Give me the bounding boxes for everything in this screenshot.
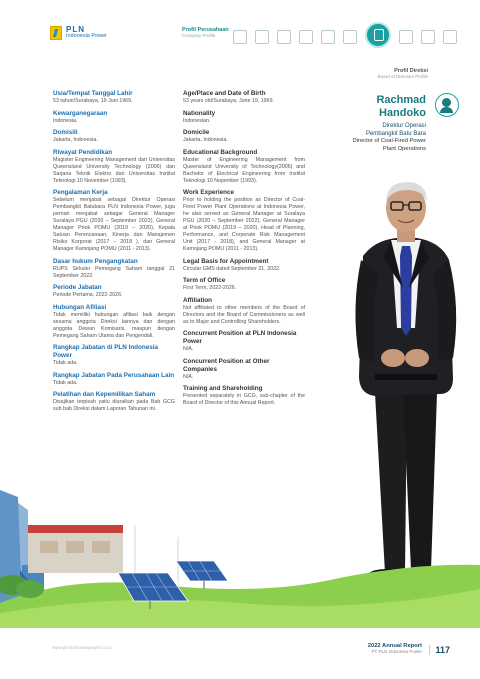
nav-chapter-icon[interactable] <box>343 30 357 44</box>
first-name: Rachmad <box>376 94 426 106</box>
section-title <box>378 68 428 79</box>
nav-chapter-icon[interactable] <box>399 30 413 44</box>
nav-chapter-icon[interactable] <box>321 30 335 44</box>
field-value: 53 tahun/Surabaya, 19 Juni 1969. <box>53 98 133 104</box>
profile-field <box>183 358 305 381</box>
position-en-line-1: Director of Coal-Fired Power <box>352 138 426 144</box>
field-heading: Dasar hukum Pengangkatan <box>53 257 138 265</box>
chapter-nav <box>233 24 457 50</box>
field-heading: Periode Jabatan <box>53 284 102 291</box>
profile-field <box>183 149 305 185</box>
section-title-en: Board of Directors Profile <box>377 74 428 79</box>
field-heading: Kewarganegaraan <box>53 109 108 117</box>
field-heading: Domicile <box>183 129 210 136</box>
nav-title-id: Profil Perusahaan <box>182 27 229 33</box>
field-heading: Legal Basis for Appointment <box>183 257 269 265</box>
field-heading: Pelatihan dan Kepemilikan Saham <box>53 391 156 398</box>
field-value: Tidak memiliki hubungan afiliasi baik dengan sesama anggota Direksi lainnya dan dengan anggota Dewan Komisaris, maupun dengan Pemegang Saham Utama dan Pengendali. <box>53 311 175 339</box>
profile-field <box>53 344 175 367</box>
profile-fields-english <box>183 90 305 412</box>
profile-fields-indonesian <box>53 90 175 418</box>
field-heading: Nationality <box>183 109 216 117</box>
pln-logo-icon <box>50 26 62 40</box>
field-heading: Domisili <box>53 129 78 136</box>
profile-field <box>183 90 305 105</box>
top-header <box>0 0 480 58</box>
profile-field <box>183 258 305 273</box>
position-id <box>316 123 426 138</box>
company-logo[interactable] <box>50 26 107 40</box>
section-title-id: Profil Direksi <box>394 68 428 74</box>
field-value: N/A. <box>183 373 194 380</box>
nav-chapter-icon[interactable] <box>299 30 313 44</box>
field-value: Not affiliated to other members of the Board of Directors and the Board of Commissioners as well as to Major and Controlling Shareholders. <box>183 304 305 325</box>
position-id-line-2: Pembangkit Batu Bara <box>365 130 426 137</box>
field-value: Tidak ada. <box>53 360 78 366</box>
field-value: Indonesia. <box>53 117 78 124</box>
field-value: Disajikan terpisah yaitu diuraikan pada Bab GCG sub bab Direksi dalam Laporan Tahunan ini. <box>53 399 175 412</box>
director-name-block <box>316 94 426 153</box>
field-heading: Affiliation <box>183 296 213 304</box>
profile-field <box>53 284 175 299</box>
field-heading: Work Experience <box>183 189 234 196</box>
field-heading: Rangkap Jabatan di PLN Indonesia Power <box>53 344 158 359</box>
report-title: 2022 Annual Report <box>367 643 422 649</box>
field-value: RUPS Sirkuler Pemegang Saham tanggal 21 September 2022. <box>53 265 175 279</box>
nav-title-en: Company Profile <box>182 33 216 38</box>
profile-field <box>53 110 175 125</box>
field-heading: Age/Place and Date of Birth <box>183 90 266 97</box>
field-heading: Hubungan Afiliasi <box>53 303 107 311</box>
field-heading: Term of Office <box>183 277 226 284</box>
landscape-illustration <box>0 485 480 628</box>
profile-field <box>53 304 175 340</box>
profile-field <box>53 90 175 105</box>
nav-chapter-icon[interactable] <box>233 30 247 44</box>
nav-chapter-icon-active[interactable] <box>365 22 391 48</box>
profile-field <box>183 297 305 326</box>
logo-name: PLN <box>66 25 85 35</box>
position-id-line-1: Direktur Operasi <box>382 123 426 129</box>
field-value: N/A. <box>183 346 194 352</box>
field-heading: Rangkap Jabatan Pada Perusahaan Lain <box>53 371 175 379</box>
profile-field <box>183 110 305 125</box>
profile-field <box>183 385 305 407</box>
position-en <box>316 138 426 153</box>
field-heading: Concurrent Position at PLN Indonesia Power <box>183 330 297 345</box>
profile-field <box>183 129 305 144</box>
field-heading: Riwayat Pendidikan <box>53 148 113 156</box>
nav-chapter-icon[interactable] <box>421 30 435 44</box>
profile-field <box>183 189 305 253</box>
nav-section-label <box>182 27 229 38</box>
footer-url[interactable]: www.plnindonesiapower.co.id <box>52 645 111 650</box>
profile-field <box>183 330 305 353</box>
field-value: Presented separately in GCG, sub-chapter of the Board of Director of this Annual Report. <box>183 393 305 406</box>
report-company: PT PLN Indonesia Power <box>371 649 422 654</box>
field-value: Jakarta, Indonesia. <box>183 137 228 143</box>
field-value: Indonesian. <box>183 117 211 124</box>
field-value: Periode Pertama, 2022-2026. <box>53 292 123 298</box>
position-en-line-2: Plant Operations <box>382 145 426 152</box>
last-name: Handoko <box>378 106 426 119</box>
logo-sub: Indonesia Power <box>66 33 107 40</box>
field-value: Sebelum menjabat sebagai Direktur Operasi Pembangkit Batubara PLN Indonesia Power, juga pernah menjabat sebagai General Manager Suralaya PGU (2020 – September 2022), General Manager Priok POMU (2019 – 2020), Kepala Satuan Perencanaan, Kinerja dan Manajemen Risiko Korporat (2017 – 2018 ), dan General Manager Kamojang POMU (2011 - 2013). <box>53 197 175 252</box>
field-value: Master of Engineering Management from Queensland University of Technology(2006) and Bachelor of Electrical Engineering from Institut Teknologi 10 Nopember (1993). <box>183 156 305 184</box>
field-value: First Term, 2022-2026. <box>183 285 237 291</box>
field-value: Circular GMS dated September 21, 2022. <box>183 265 281 272</box>
profile-field <box>53 372 175 387</box>
page-number: 117 <box>429 645 450 655</box>
field-value: 53 years old/Surabaya, June 19, 1969. <box>183 98 274 104</box>
field-heading: Pengalaman Kerja <box>53 189 108 196</box>
profile-field <box>183 277 305 292</box>
field-value: Magister Engineering Management dari Universitas Queensland University Technology (2006) dan Sarjana Teknik Elektro dari Universitas Institut Teknologi 10 November (1993). <box>53 156 175 184</box>
person-icon <box>435 93 459 117</box>
profile-field <box>53 258 175 280</box>
nav-chapter-icon[interactable] <box>277 30 291 44</box>
profile-field <box>53 391 175 413</box>
field-heading: Training and Shareholding <box>183 385 263 392</box>
field-value: Tidak ada. <box>53 379 78 386</box>
field-heading: Concurrent Position at Other Companies <box>183 357 270 373</box>
nav-chapter-icon[interactable] <box>255 30 269 44</box>
footer-report <box>368 643 422 654</box>
field-value: Prior to holding the position as Director of Coal-Fired Power Plant Operations at Indonesia Power, he also served as General Manager at Suralaya PGU (2020 – September 2022), General Manager at Priok POMU (2019 – 2020), Head of Planning, Performance, and Corporate Risk Management Unit (2017 - 2018), and General Manager at Kamojang POMU (2011 - 2013). <box>183 197 305 252</box>
profile-field <box>53 129 175 144</box>
field-heading: Usia/Tempat Tanggal Lahir <box>53 90 133 97</box>
profile-field <box>53 149 175 185</box>
profile-field <box>53 189 175 253</box>
field-value: Jakarta, Indonesia. <box>53 137 98 143</box>
nav-chapter-icon[interactable] <box>443 30 457 44</box>
field-heading: Educational Background <box>183 148 258 156</box>
